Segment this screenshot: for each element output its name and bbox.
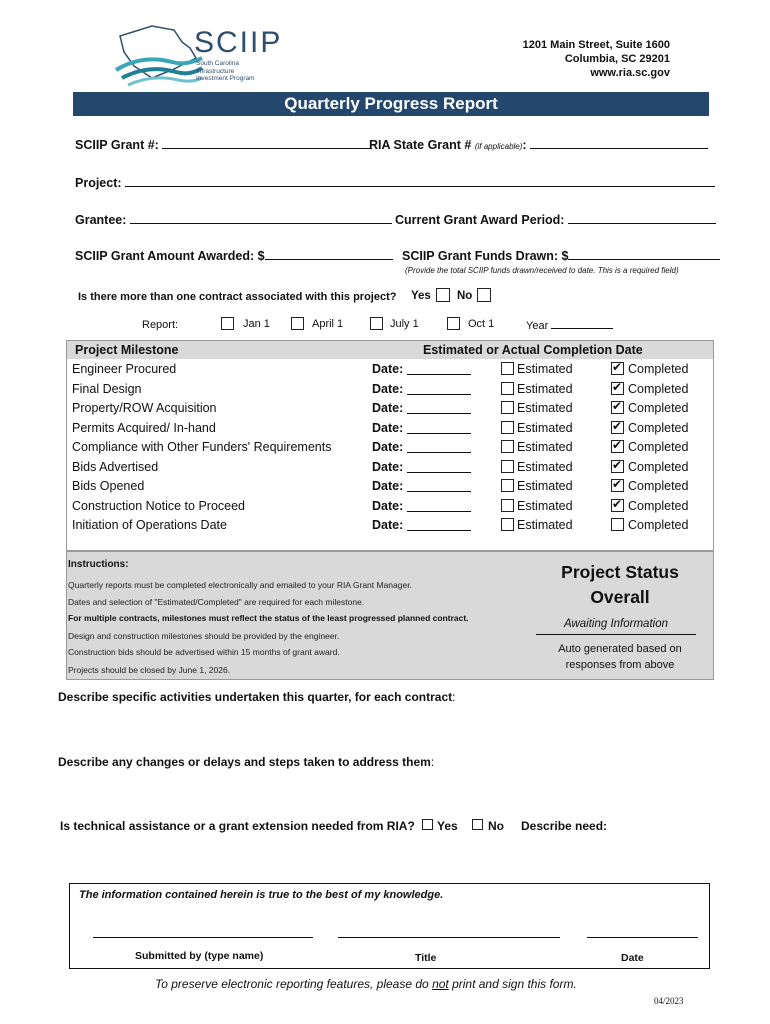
milestone-estimated-checkbox[interactable] xyxy=(501,382,514,395)
milestone-date-label: Date: xyxy=(372,401,404,415)
date-label: Date xyxy=(621,952,644,964)
address-line1: 1201 Main Street, Suite 1600 xyxy=(522,39,670,51)
status-note-2: responses from above xyxy=(565,659,675,671)
milestone-date-field[interactable] xyxy=(407,497,471,512)
milestone-completed-label: Completed xyxy=(628,498,689,513)
contract-yes-checkbox[interactable] xyxy=(436,288,450,302)
milestone-date-label: Date: xyxy=(372,498,404,513)
report-oct-label: Oct 1 xyxy=(468,318,495,330)
milestone-name: Property/ROW Acquisition xyxy=(72,401,217,415)
instruction-line: Design and construction milestones should be provided by the engineer. xyxy=(68,631,340,641)
report-label: Report: xyxy=(142,319,179,331)
page-title: Quarterly Progress Report xyxy=(284,94,498,113)
logo-sub-2: Infrastructure xyxy=(196,67,235,75)
status-title-1: Project Status xyxy=(561,562,679,582)
grantee-label: Grantee: xyxy=(75,213,127,227)
footer-note-post: print and sign this form. xyxy=(448,977,577,991)
grantee-field[interactable] xyxy=(130,211,392,224)
milestone-completed-checkbox[interactable] xyxy=(611,479,624,492)
milestone-date-label: Date: xyxy=(372,420,404,435)
funds-drawn-field[interactable] xyxy=(568,247,720,260)
milestone-completed-label: Completed xyxy=(628,518,689,532)
status-note-1: Auto generated based on xyxy=(558,643,682,655)
milestone-estimated-checkbox[interactable] xyxy=(501,401,514,414)
title-banner xyxy=(73,92,709,116)
report-oct-checkbox[interactable] xyxy=(447,317,460,330)
report-july-label: July 1 xyxy=(390,318,419,330)
milestone-estimated-label: Estimated xyxy=(517,459,573,474)
instruction-line: For multiple contracts, milestones must reflect the status of the least progressed planned contract. xyxy=(68,613,469,623)
milestone-date-label: Date: xyxy=(372,362,404,376)
milestone-name: Permits Acquired/ In-hand xyxy=(72,420,216,435)
milestone-estimated-label: Estimated xyxy=(517,362,573,376)
milestone-row xyxy=(67,516,713,535)
certification-statement: The information contained herein is true to the best of my knowledge. xyxy=(79,889,444,901)
logo-text: SCIIP xyxy=(194,26,283,59)
date-field[interactable] xyxy=(587,925,698,938)
milestone-name: Bids Advertised xyxy=(72,459,159,474)
amount-awarded-field[interactable] xyxy=(265,247,393,260)
milestone-completed-checkbox[interactable] xyxy=(611,440,624,453)
milestone-completed-checkbox[interactable] xyxy=(611,362,624,375)
title-label: Title xyxy=(415,952,437,964)
milestone-row xyxy=(67,477,713,496)
instruction-line: Dates and selection of "Estimated/Completed" are required for each milestone. xyxy=(68,597,365,607)
milestone-estimated-label: Estimated xyxy=(517,518,573,532)
activities-question: Describe specific activities undertaken this quarter, for each contract xyxy=(58,690,453,704)
project-field[interactable] xyxy=(125,174,715,187)
contract-question: Is there more than one contract associated with this project? xyxy=(78,291,397,303)
milestone-date-field[interactable] xyxy=(407,516,471,531)
milestone-date-label: Date: xyxy=(372,459,404,474)
milestone-completed-label: Completed xyxy=(628,459,689,474)
sciip-grant-label: SCIIP Grant #: xyxy=(75,138,159,152)
milestone-completed-label: Completed xyxy=(628,479,689,493)
milestone-row xyxy=(67,458,713,477)
address-line2: Columbia, SC 29201 xyxy=(564,53,670,65)
milestone-completed-label: Completed xyxy=(628,420,689,435)
milestone-row xyxy=(67,419,713,438)
logo-sub-1: South Carolina xyxy=(196,60,239,67)
milestone-table xyxy=(66,340,714,551)
milestone-estimated-label: Estimated xyxy=(517,420,573,435)
funds-drawn-label: SCIIP Grant Funds Drawn: $ xyxy=(402,249,569,263)
describe-need-label: Describe need: xyxy=(521,819,608,833)
instruction-line: Projects should be closed by June 1, 2026. xyxy=(68,665,231,675)
milestone-completed-checkbox[interactable] xyxy=(611,499,624,512)
website-link[interactable]: www.ria.sc.gov xyxy=(590,67,670,79)
changes-field[interactable] xyxy=(58,771,708,815)
contract-no-label: No xyxy=(457,290,473,302)
submitted-by-field[interactable] xyxy=(93,925,313,938)
ria-grant-label: RIA State Grant # xyxy=(369,138,472,152)
activities-field[interactable] xyxy=(58,706,708,750)
sciip-grant-field[interactable] xyxy=(162,136,372,149)
report-jan-checkbox[interactable] xyxy=(221,317,234,330)
milestone-completed-checkbox[interactable] xyxy=(611,401,624,414)
ria-grant-colon: : xyxy=(522,138,527,152)
ria-grant-field[interactable] xyxy=(530,136,708,149)
changes-question: Describe any changes or delays and steps taken to address them xyxy=(58,755,431,769)
instruction-line: Quarterly reports must be completed electronically and emailed to your RIA Grant Manager. xyxy=(68,580,412,590)
report-year-label: Year xyxy=(526,320,549,332)
milestone-completed-checkbox[interactable] xyxy=(611,460,624,473)
date-col-header: Estimated or Actual Completion Date xyxy=(423,343,643,357)
milestone-estimated-checkbox[interactable] xyxy=(501,421,514,434)
assistance-yes-label: Yes xyxy=(437,819,458,833)
milestone-estimated-label: Estimated xyxy=(517,381,573,396)
contract-yes-label: Yes xyxy=(411,290,431,302)
report-april-label: April 1 xyxy=(312,318,344,330)
status-value: Awaiting Information xyxy=(536,618,696,635)
logo xyxy=(112,22,282,92)
instructions-heading: Instructions: xyxy=(68,559,129,570)
sc-state-logo-icon xyxy=(112,22,204,88)
report-jan-label: Jan 1 xyxy=(243,318,270,330)
report-year-field[interactable] xyxy=(551,318,613,329)
milestone-estimated-checkbox[interactable] xyxy=(501,460,514,473)
milestone-date-field[interactable] xyxy=(407,458,471,473)
instruction-line: Construction bids should be advertised within 15 months of grant award. xyxy=(68,647,340,657)
milestone-date-label: Date: xyxy=(372,381,404,396)
milestone-date-label: Date: xyxy=(372,440,404,454)
report-july-checkbox[interactable] xyxy=(370,317,383,330)
form-version: 04/2023 xyxy=(654,996,684,1006)
milestone-date-field[interactable] xyxy=(407,477,471,492)
milestone-estimated-checkbox[interactable] xyxy=(501,518,514,531)
ria-grant-note: (if applicable) xyxy=(474,142,523,151)
milestone-row xyxy=(67,438,713,457)
submitted-by-label: Submitted by (type name) xyxy=(135,950,264,962)
milestone-estimated-checkbox[interactable] xyxy=(501,440,514,453)
milestone-name: Engineer Procured xyxy=(72,362,177,376)
footer-note-pre: To preserve electronic reporting features, please do xyxy=(155,977,433,991)
footer-note-em: not xyxy=(432,977,449,991)
status-title-2: Overall xyxy=(590,587,650,607)
milestone-row xyxy=(67,380,713,399)
milestone-completed-checkbox[interactable] xyxy=(611,382,624,395)
milestone-estimated-checkbox[interactable] xyxy=(501,499,514,512)
milestone-date-field[interactable] xyxy=(407,380,471,395)
footer-note xyxy=(155,977,577,991)
funds-note: (Provide the total SCIIP funds drawn/received to date. This is a required field) xyxy=(405,266,679,275)
milestone-name: Initiation of Operations Date xyxy=(72,518,227,532)
milestone-row xyxy=(67,360,713,379)
award-period-field[interactable] xyxy=(568,211,716,224)
assistance-no-checkbox[interactable] xyxy=(472,819,483,830)
milestone-estimated-label: Estimated xyxy=(517,498,573,513)
assistance-no-label: No xyxy=(488,819,504,833)
milestone-name: Bids Opened xyxy=(72,479,145,493)
milestone-name: Final Design xyxy=(72,381,142,396)
logo-sub-3: Investment Program xyxy=(196,75,255,82)
milestone-date-label: Date: xyxy=(372,479,404,493)
milestone-row xyxy=(67,399,713,418)
milestone-date-field[interactable] xyxy=(407,419,471,434)
milestone-date-field[interactable] xyxy=(407,399,471,414)
award-period-label: Current Grant Award Period: xyxy=(395,213,565,227)
milestone-estimated-checkbox[interactable] xyxy=(501,479,514,492)
project-label: Project: xyxy=(75,176,122,190)
milestone-completed-label: Completed xyxy=(628,401,689,415)
amount-awarded-label: SCIIP Grant Amount Awarded: $ xyxy=(75,249,265,263)
assistance-yes-checkbox[interactable] xyxy=(422,819,433,830)
milestone-completed-checkbox[interactable] xyxy=(611,421,624,434)
milestone-estimated-label: Estimated xyxy=(517,479,573,493)
milestone-date-label: Date: xyxy=(372,518,404,532)
report-april-checkbox[interactable] xyxy=(291,317,304,330)
title-field[interactable] xyxy=(338,925,560,938)
milestone-estimated-label: Estimated xyxy=(517,401,573,415)
contract-no-checkbox[interactable] xyxy=(477,288,491,302)
milestone-date-field[interactable] xyxy=(407,438,471,453)
milestone-date-field[interactable] xyxy=(407,360,471,375)
milestone-row xyxy=(67,497,713,516)
milestone-completed-label: Completed xyxy=(628,362,689,376)
milestone-completed-checkbox[interactable] xyxy=(611,518,624,531)
milestone-name: Compliance with Other Funders' Requirements xyxy=(72,440,332,454)
milestone-table-header xyxy=(67,341,713,359)
milestone-completed-label: Completed xyxy=(628,440,689,454)
milestone-estimated-label: Estimated xyxy=(517,440,573,454)
assistance-question: Is technical assistance or a grant extension needed from RIA? xyxy=(60,819,415,833)
milestone-completed-label: Completed xyxy=(628,381,689,396)
milestone-name: Construction Notice to Proceed xyxy=(72,498,246,513)
milestone-col-header: Project Milestone xyxy=(75,343,179,357)
milestone-estimated-checkbox[interactable] xyxy=(501,362,514,375)
